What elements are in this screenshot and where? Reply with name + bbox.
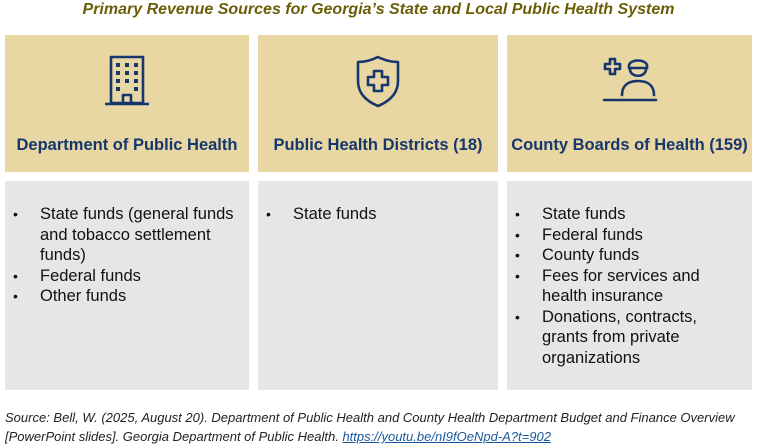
source-citation [5,408,755,446]
column-header-label: County Boards of Health (159) [511,136,748,154]
column-header-label: Department of Public Health [16,136,238,154]
list-item: • State funds (general funds and tobacco settlement funds) [5,204,249,266]
list-item: • State funds [507,204,752,225]
source-link[interactable]: https://youtu.be/nI9fOeNpd-A?t=902 [342,429,551,444]
list-item: • Donations, contracts, grants from private organizations [507,307,752,369]
column-body [507,181,752,390]
building-icon [99,53,155,109]
list-item: • Federal funds [507,225,752,246]
column-header [258,35,498,172]
list-item: • County funds [507,245,752,266]
column-header-label: Public Health Districts (18) [273,136,483,154]
page-title: Primary Revenue Sources for Georgia’s State and Local Public Health System [82,1,675,18]
list-item: • State funds [258,204,498,225]
list-item: • Other funds [5,286,249,307]
list-item: • Federal funds [5,266,249,287]
shield-cross-icon [350,53,406,109]
column-header [507,35,752,172]
source-text: Source: Bell, W. (2025, August 20). Department of Public Health and County Health Department Budget and Finance Overview [PowerPoint slides]. Georgia Department of Public Health. [5,410,735,444]
nurse-icon [602,53,658,109]
column-body [5,181,249,390]
column-header [5,35,249,172]
list-item: • Fees for services and health insurance [507,266,752,307]
column-body [258,181,498,390]
